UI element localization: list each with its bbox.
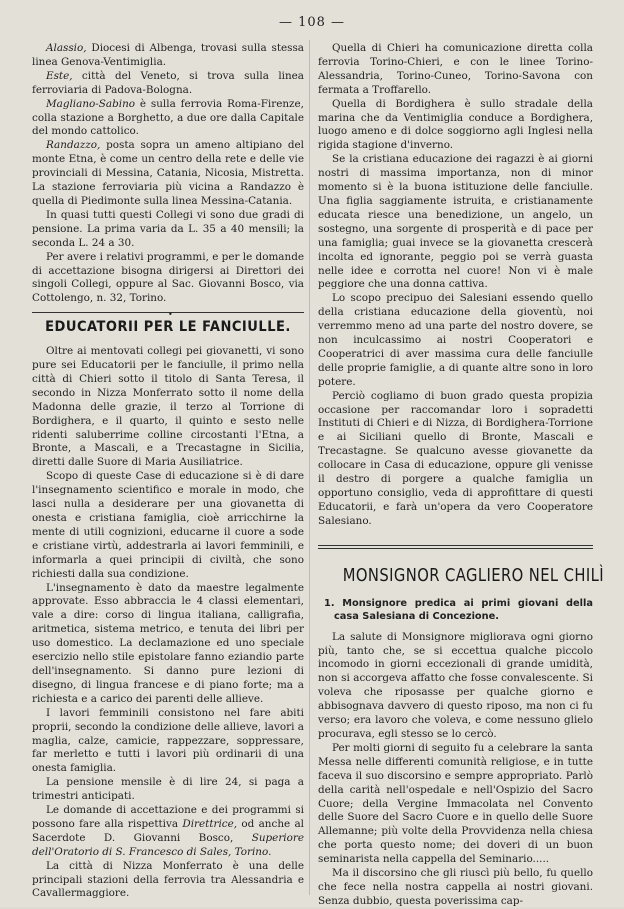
paragraph: In quasi tutti questi Collegi vi sono due gradi di pensione. La prima varia da L. 35 a 40 mensili; la seconda L. 24 a 30. xyxy=(32,208,304,249)
right-column xyxy=(318,42,605,909)
page-number: — 108 — xyxy=(278,15,346,30)
paragraph: Oltre ai mentovati collegi pei giovanetti, vi sono pure sei Educatorii per le fanciulle, il primo nella città di Chieri sotto il titolo di Santa Teresa, il secondo in Nizza Monferrato sotto il nome della Madonna delle grazie, il terzo al Torrione di Bordighera, e il quarto, il quinto e sesto nelle ridenti saluberrime colline circostanti l'Etna, a Bronte, a Mascali, e a Trecastagne in Sicilia, diretti dalle Suore di Maria Ausiliatrice. xyxy=(32,345,304,469)
paragraph: Per molti giorni di seguito fu a celebrare la santa Messa nelle differenti comunità religiose, e in tutte faceva il suo discorsino e sempre appropriato. Parlò della carità nell'ospedale e nell'Ospizio del Sacro Cuore; della Vergine Immacolata nel Convento delle Suore del Sacro Cuore e in quello delle Suore Allemanne; più volte della Provvidenza nella chiesa che porta questo nome; dei doveri di un buon seminarista nella cappella del Seminario..... xyxy=(318,741,593,866)
paragraph: Ma il discorsino che gli riuscì più bello, fu quello che fece nella nostra cappella ai nostri giovani. Senza dubbio, questa poverissima cap- xyxy=(318,867,593,907)
place-name: Randazzo, xyxy=(46,139,101,152)
left-column xyxy=(32,42,304,901)
paragraph: I lavori femminili consistono nel fare abiti proprii, secondo la condizione delle allieve, lavori a maglia, calze, camicie, rappezzare, soppressare, far merletto e tutti i lavori più ordinarii di una onesta famiglia. xyxy=(32,706,304,775)
paragraph: Este, città del Veneto, si trova sulla linea ferroviaria di Padova-Bologna. xyxy=(32,69,304,96)
paragraph: La città di Nizza Monferrato è una delle principali stazioni della ferrovia tra Alessandria e Cavallermaggiore. xyxy=(32,859,304,900)
paragraph: Quella di Chieri ha comunicazione diretta colla ferrovia Torino-Chieri, e con le linee Torino-Alessandria, Torino-Cuneo, Torino-Savona con fermata a Troffarello. xyxy=(318,42,593,96)
paragraph: Lo scopo precipuo dei Salesiani essendo quello della cristiana educazione della gioventù, noi verremmo meno ad una parte del nostro dovere, se non inculcassimo ai nostri Cooperatori e Cooperatrici di aver massima cura delle fanciulle delle proprie famiglie, a di quante altre sono in loro potere. xyxy=(318,292,593,388)
paragraph: Perciò cogliamo di buon grado questa propizia occasione per raccomandar loro i sopradetti Instituti di Chieri e di Nizza, di Bordighera-Torrione e ai Siciliani quello di Bronte, Mascali e Trecastagne. Se qualcuno avesse giovanette da collocare in Casa di educazione, oppure gli venisse il destro di porgere a qualche famiglia un opportuno consiglio, veda di approfittare di questi Educatorii, e farà un'opera da vero Cooperatore Salesiano. xyxy=(318,389,593,527)
paragraph: Se la cristiana educazione dei ragazzi è ai giorni nostri di massima importanza, non di minor momento si è la buona istituzione delle fanciulle. Una figlia saggiamente istruita, e cristianamente educata riesce una benedizione, un angelo, un sostegno, una sorgente di prosperità e di pace per una famiglia; guai invece se la giovanetta crescerà incolta ed ignorante, peggio poi se verrà guasta nelle idee e corrotta nel cuore! Non vi è male peggiore che una donna cattiva. xyxy=(318,153,593,291)
paragraph: La pensione mensile è di lire 24, si paga a trimestri anticipati. xyxy=(32,776,304,803)
paragraph: Randazzo, posta sopra un ameno altipiano del monte Etna, è come un centro della rete e delle vie provinciali di Messina, Catania, Nicosia, Mistretta. La stazione ferroviaria più vicina a Randazzo è quella di Piedimonte sulla linea Messina-Catania. xyxy=(32,139,304,207)
place-name: Alassio, xyxy=(46,42,87,54)
paragraph: Quella di Bordighera è sullo stradale della marina che da Ventimiglia conduce a Bordighera, luogo ameno e di dolce soggiorno agli Inglesi nella rigida stagione d'inverno. xyxy=(318,97,593,152)
place-name: Este, xyxy=(46,69,73,82)
paragraph: Magliano-Sabino è sulla ferrovia Roma-Firenze, colla stazione a Borghetto, a due ore dalla Capitale del mondo cattolico. xyxy=(32,97,304,138)
paragraph: L'insegnamento è dato da maestre legalmente approvate. Esso abbraccia le 4 classi elementari, vale a dire: corso di lingua italiana, calligrafia, aritmetica, sistema metrico, e tenuta dei libri per uso domestico. La declamazione ed uno speciale esercizio nello stile epistolare fanno eziandio parte dell'insegnamento. Si danno pure lezioni di disegno, di lingua francese e di piano forte; ma a richiesta e a carico dei parenti delle allieve. xyxy=(32,581,304,705)
section-divider xyxy=(318,545,593,549)
subsection-title: 1. Monsignore predica ai primi giovani della casa Salesiana di Concezione. xyxy=(324,597,593,622)
place-name: Magliano-Sabino xyxy=(46,97,136,110)
column-divider xyxy=(309,40,310,895)
paragraph: Per avere i relativi programmi, e per le domande di accettazione bisogna dirigersi ai Direttori dei singoli Collegi, oppure al Sac. Giovanni Bosco, via Cottolengo, n. 32, Torino. xyxy=(32,250,304,305)
paragraph: Le domande di accettazione e dei programmi si possono fare alla rispettiva Direttrice, od anche al Sacerdote D. Giovanni Bosco, Superiore dell'Oratorio di S. Francesco di Sales, Torino. xyxy=(32,804,304,858)
paragraph: La salute di Monsignore migliorava ogni giorno più, tanto che, se si eccettua qualche piccolo incomodo in giorni eccezionali di grande umidità, non si accorgeva affatto che fosse convalescente. Si voleva che riposasse per qualche giorno e abbisognava davvero di questo riposo, ma non ci fu verso; era lavoro che voleva, e come nessuno glielo procurava, egli stesso se lo cercò. xyxy=(318,630,593,740)
section-divider: • xyxy=(32,312,304,313)
paragraph: Alassio, Diocesi di Albenga, trovasi sulla stessa linea Genova-Ventimiglia. xyxy=(32,42,304,68)
section-title: EDUCATORII PER LE FANCIULLE. xyxy=(45,319,291,336)
paragraph: Scopo di queste Case di educazione si è di dare l'insegnamento scientifico e morale in modo, che lasci nulla a desiderare per una giovanetta di onesta e cristiana famiglia, cioè arricchirne la mente di utili cognizioni, educarne il cuore a sode e cristiane virtù, addestrarla ai lavori femminili, e informarla a quei principii di civiltà, che sono richiesti dalla sua condizione. xyxy=(32,470,304,580)
section-title: MONSIGNOR CAGLIERO NEL CHILÌ xyxy=(342,564,605,586)
